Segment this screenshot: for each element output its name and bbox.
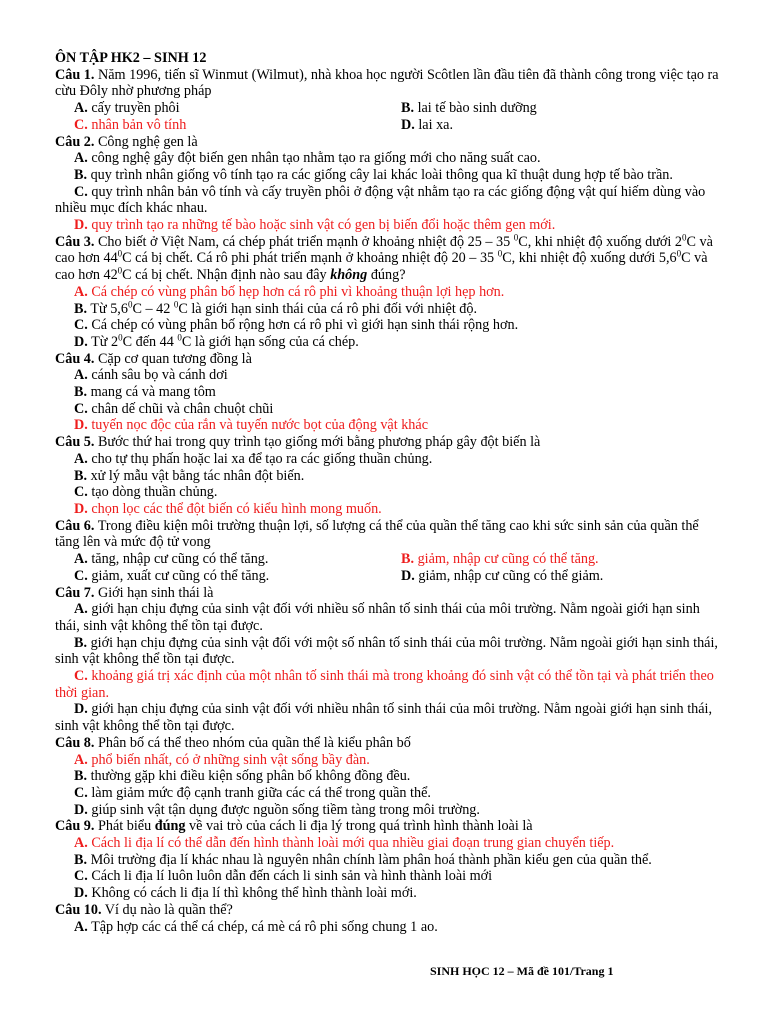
question-number: Câu 5. xyxy=(55,434,95,451)
option-c: C. tạo dòng thuần chủng. xyxy=(74,484,218,501)
question-text: Giới hạn sinh thái là xyxy=(94,584,214,601)
options-row xyxy=(55,100,720,117)
question-number: Câu 8. xyxy=(55,734,95,751)
option-d: D. giảm, nhập cư cũng có thể giảm. xyxy=(401,567,604,584)
question-number: Câu 6. xyxy=(55,517,95,534)
option-b: B. quy trình nhân giống vô tính tạo ra các giống cây lai khác loài thông qua kĩ thuật dung hợp tế bào trần. xyxy=(74,166,673,183)
question-number: Câu 2. xyxy=(55,133,95,150)
question-text: Bước thứ hai trong quy trình tạo giống mới bằng phương pháp gây đột biến là xyxy=(94,434,541,451)
option-c: C. Cá chép có vùng phân bố rộng hơn cá rô phi vì giới hạn sinh thái rộng hơn. xyxy=(74,317,519,334)
option-c-answer: C. nhân bản vô tính xyxy=(74,116,187,133)
question-3: Câu 3. Cho biết ở Việt Nam, cá chép phát triển mạnh ở khoảng nhiệt độ 25 – 35 $^0$C, khi nhiệt độ xuống dưới $2^0C$ và cao hơn $44^0C$ cá bị chết. Cá rô phi phát triển mạnh ở khoảng nhiệt độ 20 – 35 $^0$C, khi nhiệt độ xuống dưới $5,6^0C$ và cao hơn $42^0C$ cá bị chết. Nhận định nào sau đây không đúng? xyxy=(55,232,713,284)
question-text: Ví dụ nào là quần thể? xyxy=(101,901,233,918)
option-c: C. làm giảm mức độ cạnh tranh giữa các cá thể trong quần thể. xyxy=(74,784,431,801)
question-8 xyxy=(55,735,720,752)
option-a: A. tăng, nhập cư cũng có thể tăng. xyxy=(74,551,269,568)
option-a: A. công nghệ gây đột biến gen nhân tạo nhằm tạo ra giống mới cho năng suất cao. xyxy=(74,150,541,167)
option-c-answer: C. khoảng giá trị xác định của một nhân tố sinh thái mà trong khoảng đó sinh vật có thể tồn tại và phát triển theo thời gian. xyxy=(55,668,714,701)
option-b: B. lai tế bào sinh dưỡng xyxy=(401,100,537,117)
option-b: B. xử lý mẫu vật bằng tác nhân đột biến. xyxy=(74,467,305,484)
question-number: Câu 4. xyxy=(55,350,95,367)
option-a: A. Tập hợp các cá thể cá chép, cá mè cá rô phi sống chung 1 ao. xyxy=(74,918,438,935)
page-title: ÔN TẬP HK2 – SINH 12 xyxy=(55,50,207,66)
question-text: Cặp cơ quan tương đồng là xyxy=(94,350,252,367)
question-text: Phân bố cá thể theo nhóm của quần thể là kiểu phân bố xyxy=(94,734,411,751)
option-d-answer: D. quy trình tạo ra những tế bào hoặc sinh vật có gen bị biến đổi hoặc thêm gen mới. xyxy=(74,217,556,234)
question-10 xyxy=(55,902,720,919)
option-a: A. cánh sâu bọ và cánh dơi xyxy=(74,367,228,384)
emphasis-not: không xyxy=(330,267,368,284)
option-c: C. Cách li địa lí luôn luôn dẫn đến cách li sinh sản và hình thành loài mới xyxy=(74,868,493,885)
option-d: D. lai xa. xyxy=(401,116,454,133)
option-b-answer: B. giảm, nhập cư cũng có thể tăng. xyxy=(401,551,599,568)
question-text: Công nghệ gen là xyxy=(94,133,198,150)
option-a: A. giới hạn chịu đựng của sinh vật đối với nhiều số nhân tố sinh thái của môi trường. Nằm ngoài giới hạn sinh thái, sinh vật không thể tồn tại được. xyxy=(55,601,700,634)
option-d: D. giới hạn chịu đựng của sinh vật đối với nhiều nhân tố sinh thái của môi trường. Nằm ngoài giới hạn sinh thái, sinh vật không thể tồn tại được. xyxy=(55,701,713,735)
option-d-answer: D. tuyến nọc độc của rắn và tuyến nước bọt của động vật khác xyxy=(74,417,428,434)
options-row xyxy=(55,551,720,568)
question-text: Năm 1996, tiến sĩ Winmut (Wilmut), nhà khoa học người Scôtlen lần đầu tiên đã thành công trong việc tạo ra cừu Đôly nhờ phương pháp xyxy=(55,66,719,100)
option-d: D. giúp sinh vật tận dụng được nguồn sống tiềm tàng trong môi trường. xyxy=(74,801,480,818)
question-7 xyxy=(55,585,720,602)
question-6 xyxy=(55,518,720,551)
option-b: B. giới hạn chịu đựng của sinh vật đối với một số nhân tố sinh thái của môi trường. Nằm ngoài giới hạn sinh thái, sinh vật không thể tồn tại được. xyxy=(55,634,718,668)
question-2 xyxy=(55,134,720,151)
question-5 xyxy=(55,434,720,451)
question-4 xyxy=(55,351,720,368)
option-b: B. mang cá và mang tôm xyxy=(74,384,216,401)
option-b: B. Môi trường địa lí khác nhau là nguyên nhân chính làm phân hoá thành phần kiểu gen của quần thể. xyxy=(74,851,652,868)
question-number: Câu 1. xyxy=(55,66,95,83)
options-row xyxy=(55,117,720,134)
question-1 xyxy=(55,67,720,100)
option-d: D. Từ $2^0C$ đến 44 $^0$C là giới hạn sống của cá chép. xyxy=(74,332,359,350)
option-a: A. cho tự thụ phấn hoặc lai xa để tạo ra các giống thuần chủng. xyxy=(74,450,433,467)
option-d-answer: D. chọn lọc các thể đột biến có kiểu hình mong muốn. xyxy=(74,500,382,517)
question-number: Câu 3. xyxy=(55,233,95,250)
question-9: Câu 9. Phát biểu đúng về vai trò của cách li địa lý trong quá trình hình thành loài là xyxy=(55,818,533,835)
option-a: A. cấy truyền phôi xyxy=(74,100,180,117)
options-row xyxy=(55,568,720,585)
option-c: C. giảm, xuất cư cũng có thể tăng. xyxy=(74,567,270,584)
option-c: C. quy trình nhân bản vô tính và cấy truyền phôi ở động vật nhằm tạo ra các giống động vật quí hiếm dùng vào nhiều mục đích khác nhau. xyxy=(55,183,706,217)
question-number: Câu 10. xyxy=(55,901,102,918)
exam-page xyxy=(55,50,720,935)
option-d: D. Không có cách li địa lí thì không thể hình thành loài mới. xyxy=(74,885,417,902)
question-text: Trong điều kiện môi trường thuận lợi, số lượng cá thể của quần thể tăng cao khi sức sinh sản của quần thể tăng lên và mức độ tử vong xyxy=(55,517,699,551)
option-b: B. thường gặp khi điều kiện sống phân bố không đồng đều. xyxy=(74,768,411,785)
option-a-answer: A. Cá chép có vùng phân bố hẹp hơn cá rô phi vì khoảng thuận lợi hẹp hơn. xyxy=(74,283,505,300)
option-c: C. chân dế chũi và chân chuột chũi xyxy=(74,400,274,417)
option-a-answer: A. Cách li địa lí có thể dẫn đến hình thành loài mới qua nhiều giai đoạn trung gian chuyển tiếp. xyxy=(74,835,615,852)
page-footer: SINH HỌC 12 – Mã đề 101/Trang 1 xyxy=(430,964,614,978)
question-number: Câu 7. xyxy=(55,584,95,601)
option-a-answer: A. phổ biến nhất, có ở những sinh vật sống bầy đàn. xyxy=(74,751,370,768)
option-b: B. Từ $5,6^0C - 42$ $^0$C là giới hạn sinh thái của cá rô phi đối với nhiệt độ. xyxy=(74,298,478,317)
question-number: Câu 9. xyxy=(55,818,95,835)
emphasis-correct: đúng xyxy=(154,818,186,835)
